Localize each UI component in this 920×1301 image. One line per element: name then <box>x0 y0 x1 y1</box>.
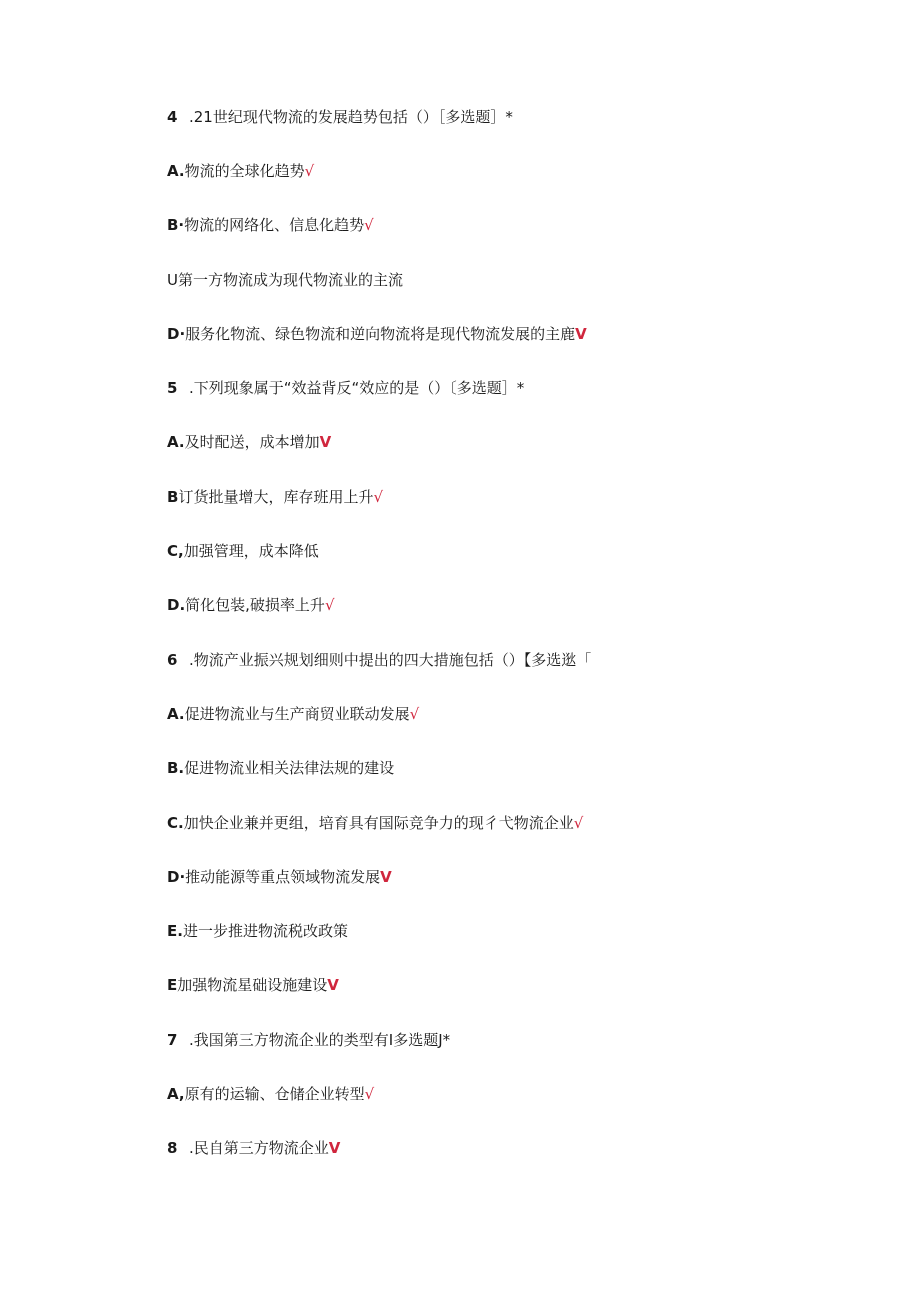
option-label: A, <box>167 1085 185 1103</box>
check-mark: √ <box>409 705 420 723</box>
option-text: 原有的运输、仓储企业转型 <box>184 1085 365 1103</box>
option-text: 物流的网络化、信息化趋势 <box>184 216 365 234</box>
option-text: 加强物流星础设施建设 <box>177 976 328 994</box>
option-6c <box>167 813 867 833</box>
option-label: B <box>167 488 179 506</box>
question-text: .民自第三方物流企业 <box>189 1139 329 1157</box>
option-7a <box>167 1084 867 1104</box>
option-text: 订货批量增大，库存班用上升 <box>178 488 374 506</box>
option-text: 促进物流业相关法律法规的建设 <box>184 759 395 777</box>
question-5 <box>167 378 867 398</box>
question-6 <box>167 650 867 670</box>
check-mark: V <box>575 325 587 343</box>
question-number: 4 <box>167 108 178 126</box>
option-4c <box>167 270 867 290</box>
option-text: 加快企业兼并更组，培育具有国际竞争力的现彳弋物流企业 <box>183 814 574 832</box>
check-mark: √ <box>324 596 335 614</box>
option-text: 促进物流业与生产商贸业联动发展 <box>184 705 410 723</box>
check-mark: √ <box>573 814 584 832</box>
question-4 <box>167 107 867 127</box>
check-mark: V <box>328 1139 341 1157</box>
option-label: D. <box>167 596 186 614</box>
option-6b <box>167 758 867 778</box>
option-label: B· <box>167 216 185 234</box>
option-4d <box>167 324 867 344</box>
question-number: 8 <box>167 1139 178 1157</box>
option-5d <box>167 595 867 615</box>
option-label: A. <box>167 162 185 180</box>
check-mark: √ <box>373 488 384 506</box>
option-label: E <box>167 976 178 994</box>
option-6e <box>167 921 867 941</box>
option-text: 及时配送，成本增加 <box>184 433 320 451</box>
option-text: 物流的全球化趋势 <box>184 162 305 180</box>
option-label: E. <box>167 922 183 940</box>
option-5b <box>167 487 867 507</box>
option-text: U第一方物流成为现代物流业的主流 <box>167 271 403 289</box>
question-text: .下列现象属于“效益背反“效应的是（）〔多选题］* <box>189 379 525 397</box>
option-4a <box>167 161 867 181</box>
option-5a <box>167 432 867 452</box>
option-label: B. <box>167 759 185 777</box>
check-mark: V <box>319 433 332 451</box>
question-number: 7 <box>167 1031 178 1049</box>
option-label: D· <box>167 868 186 886</box>
option-label: C. <box>167 814 184 832</box>
option-text: 加强管理，成本降低 <box>183 542 319 560</box>
question-text: .我国第三方物流企业的类型有I多选题J* <box>189 1031 451 1049</box>
option-5c <box>167 541 867 561</box>
question-text: .21世纪现代物流的发展趋势包括（）［多选题］* <box>189 108 513 126</box>
option-4b <box>167 215 867 235</box>
question-text: .物流产业振兴规划细则中提出的四大措施包括（）【多选逖「 <box>189 651 592 669</box>
question-number: 6 <box>167 651 178 669</box>
option-label: A. <box>167 705 185 723</box>
check-mark: √ <box>304 162 315 180</box>
option-label: D· <box>167 325 186 343</box>
question-8 <box>167 1138 867 1158</box>
option-6f <box>167 975 867 995</box>
option-6a <box>167 704 867 724</box>
option-text: 推动能源等重点领域物流发展 <box>185 868 381 886</box>
question-number: 5 <box>167 379 178 397</box>
check-mark: V <box>380 868 392 886</box>
option-text: 简化包装,破损率上升 <box>185 596 325 614</box>
option-text: 进一步推进物流税改政策 <box>182 922 348 940</box>
option-6d <box>167 867 867 887</box>
check-mark: √ <box>364 216 374 234</box>
check-mark: V <box>327 976 339 994</box>
option-label: A. <box>167 433 185 451</box>
check-mark: √ <box>364 1085 375 1103</box>
option-text: 服务化物流、绿色物流和逆向物流将是现代物流发展的主鹿 <box>185 325 576 343</box>
option-label: C, <box>167 542 184 560</box>
question-7 <box>167 1030 867 1050</box>
